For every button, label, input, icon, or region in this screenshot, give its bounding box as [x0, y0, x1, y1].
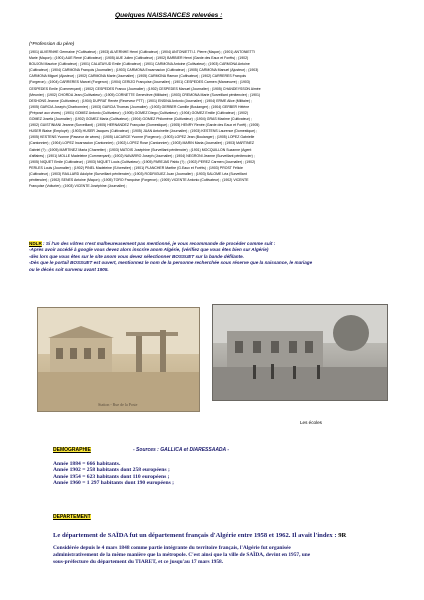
- register-line: CARMONA Miguel (Ajusteur) ; (1902) CARMONA Marie (Journalier) ; (1905) CARMONA Ramon (Cultivateur) ; (1902) CARRERES François: [29, 74, 247, 79]
- register-line: (Préposé aux vivres) ; (1901) GOMEZ Antonio (Cultivateur) ; (1905) GOMEZ Diego (Cultivateur) ; (1904) GOMEZ Emilie (Cultivateur) ; (1902): [29, 110, 249, 115]
- register-line: PERLES Louis (Journalier) ; (1902) PINEL Madeleine (S.forestier) ; (1901) PLANCHER Marthe (G.Eaux et Forêts) ; (1903) PROST Félicie: [29, 165, 243, 170]
- departement-line: administrativement de la même manière que la métropole. C'est ainsi que la ville de SAÏDA, devint en 1957, une: [53, 552, 311, 558]
- departement-body: [53, 545, 358, 566]
- register-line: pénitencier) ; (1902) SENES Antoine (Maçon) ; (1905) TORO Françoise (Forgeron) ; (1905) VICENTE Antonio (Cultivateur) ; (1902) VICENTE: [29, 177, 249, 182]
- note-line: ou le décès soit survenu avant 1905.: [29, 266, 109, 272]
- register-line: (Meunier) ; (1902) CHORDA Jean (Cultivateur) ; (1905) CORNETTE Geneviève (Militaire) ; (1903) CREMONA Marie (Surveillant pénitencier) ; (1901): [29, 92, 261, 97]
- register-line: Marie (Maçon) ; (1901) AUE René (Cultivateur) ; (1905) AUE Julien (Cultivateur) ; (1902) BARBIER Henri (Garde des Eaux et Forêts) ; (1902): [29, 56, 249, 61]
- departement-title: [53, 532, 346, 539]
- register-line: (1905) GARCIA Joseph (Charbonnier) ; (1903) GARCIA Thomas (Journalier) ; (1903) GERBER Camille (Boulanger) ; (1904) GERBER Hélène: [29, 104, 250, 109]
- departement-tag: DEPARTEMENT: [53, 514, 91, 520]
- register-line: CESPEDES Emile (Commerçant) ; (1902) CESPEDES Franco (Journalier) ; (1902) CESPEDES Manuel (Journalier) ; (1905) CHANDEYSSON Aimée: [29, 86, 261, 91]
- departement-title-text: Le département de SAÏDA fut un département français d'Algérie entre 1958 et 1962. Il avait l'index :: [53, 532, 337, 539]
- register-line: GOMEZ Josefa (Journalier) ; (1902) GOMEZ Maria (Cultivateur) ; (1904) GOMEZ Philomène (Cultivateur) ; (1904) GRAS Maxime (Cultivateur) ;: [29, 117, 252, 122]
- note-line: : Si l'un des vôtres n'est malheureusement pas mentionné, je vous recommande de procéder comme suit :: [41, 241, 276, 246]
- register-line: (1902) GUISTINIANI Jeanne (Surveillant) ; (1905) HERNANDEZ Françoise (Domestique) ; (1905) HENRY Renée (Garde des Eaux et Forêt) ; (1905): [29, 123, 260, 128]
- population-line: Année 1902 = 258 habitants dont 258 européens ;: [53, 467, 170, 474]
- schools-photo: [212, 304, 388, 401]
- register-line: BOUJON Maurice (Cultivateur) ; (1901) CALATAYUD Emile (Cultivateur) ; (1901) CARMONA Antoine (Cultivateur) ; (1903) CARMONA Antoine: [29, 62, 250, 67]
- register-line: (1905) KESTENS Yvonne (Passeur de wines) ; (1905) LACARCE Yvonne (Forgeron) ; (1903) LOPEZ Jean (Boulanger) ; (1905) LOPEZ Gabrielle: [29, 135, 255, 140]
- ndlr-tag: NDLR: [29, 241, 42, 246]
- departement-index: 9R: [338, 532, 347, 539]
- register-line: (Forgeron) ; (1904) CARRERES Marcel (Forgeron) ; (1904) CERIZO Françoise (Journalier) ; (1901) CESPEDES Carmen (Manœuvre) ; (1903): [29, 80, 250, 85]
- births-register: [29, 49, 404, 189]
- note-line: -Dès que le portail BOSSUET est ouvert, mentionnez le nom de la personne recherchée sous réserve que la naissance, le mariage: [29, 260, 313, 266]
- register-line: Françoise (Voiturier) ; (1903) VICENTE Joséphine (Journalier) ;: [29, 184, 128, 189]
- demographie-tag: DEMOGRAPHIE: [53, 447, 91, 453]
- demographie-header: [53, 447, 230, 453]
- schools-illustration: [213, 305, 387, 400]
- register-line: HUSER Blaise (Employé) ; (1903) HUSER Jacques (Cultivateur) ; (1905) JUAN Antoinette (Journalier) ; (1903) KESTENS Laurence (Domestique) ;: [29, 129, 258, 134]
- register-line: (1905) NIQUET Emile (Cultivateur) ; (1903) NIQUET Louis (Cultivateur) ; (1905) PAREJAS Pablo (?) ; (1902) PEREZ Carmen (Journalier) ; (1902): [29, 159, 256, 164]
- population-list: [53, 461, 174, 487]
- note-line: -dès lors que vous êtes sur le site anom vous devez sélectionner BOSSUET sur la bande défilante.: [29, 253, 244, 259]
- departement-line: Considérée depuis le 4 mars 1848 comme partie intégrante du territoire français, l'Algérie fut organisée: [53, 545, 291, 551]
- register-line: (Cultivateur) ; (1903) RAILLARD Adolphe (Surveillant pénitencier) ; (1903) RODRIGUEZ Juan (Journalier) ; (1903) SALOME Léa (Surveillant: [29, 171, 247, 176]
- register-line: Gabriel (?) ; (1905) MARTINEZ Maria (Charretier) ; (1903) MATOIS Joséphine (Surveillant pénitencier) ; (1901) MOCQUILLON Suzanne (Agent: [29, 147, 252, 152]
- photo-caption-left: Station - Rue de la Poste: [98, 402, 138, 407]
- register-line: (Cultivateur) ; (1904) CARMONA François (Journalier) ; (1903) CARMONA Encarnacion (Cultivateur) ; (1905) CARMONA Manuel (Ajusteur) ; (1903): [29, 68, 259, 73]
- population-line: Année 1884 = 666 habitants.: [53, 461, 121, 467]
- station-illustration: [38, 308, 199, 411]
- note-line: -Après avoir accédé à google vous devez alors inscrire anom Algérie, (vérifiez que vous êtes bien sur Algérie): [29, 247, 269, 253]
- schools-caption: Les écoles: [300, 420, 322, 425]
- population-line: Année 1954 = 623 habitants dont 110 européens ;: [53, 473, 170, 480]
- population-line: Année 1960 = 1 297 habitants dont 190 européens ;: [53, 480, 175, 487]
- register-line: (1901) ALVERNHE Germaine (*Cultivateur) ; (1903) ALVERNHE Henri (Cultivateur) ; (1904) ANTONIETTI J. Pierre (Maçon) ; (1901) ANTONIETTI: [29, 50, 255, 54]
- ndlr-note: [29, 241, 404, 273]
- profession-note: (*Profession du père): [29, 42, 75, 47]
- demographie-source: - Sources : GALLICA et DIARESSAADA -: [133, 447, 230, 453]
- station-photo: [37, 307, 200, 412]
- page-title: Quelques NAISSANCES relevées :: [115, 12, 223, 19]
- register-line: DESHONS Jeanne (Cultivateur) ; (1904) DUPRAT Renée (Receveur PTT) ; (1901) ENSINA Antonio (Journalier) ; (1904) ERME Alice (Militaire) ;: [29, 98, 252, 103]
- departement-line: sous-préfecture du département du TIARET, et ce jusqu'au 17 mars 1958.: [53, 559, 224, 565]
- register-line: (Cantonnier) ; (1904) LOPEZ Incarnacion (Cantonnier) ; (1902) LOPEZ Rose (Cantonnier) ; (1903) MARIN Maria (Journalier) ; (1903) MARTINEZ: [29, 141, 254, 146]
- register-line: d'affaires) ; (1901) MOLLE Madeleine (Commerçant) ; (1902) NAVARRO Joseph (Journalier) ; (1904) NEGRONI Jeanne (Surveillant pénitencier) ;: [29, 153, 255, 158]
